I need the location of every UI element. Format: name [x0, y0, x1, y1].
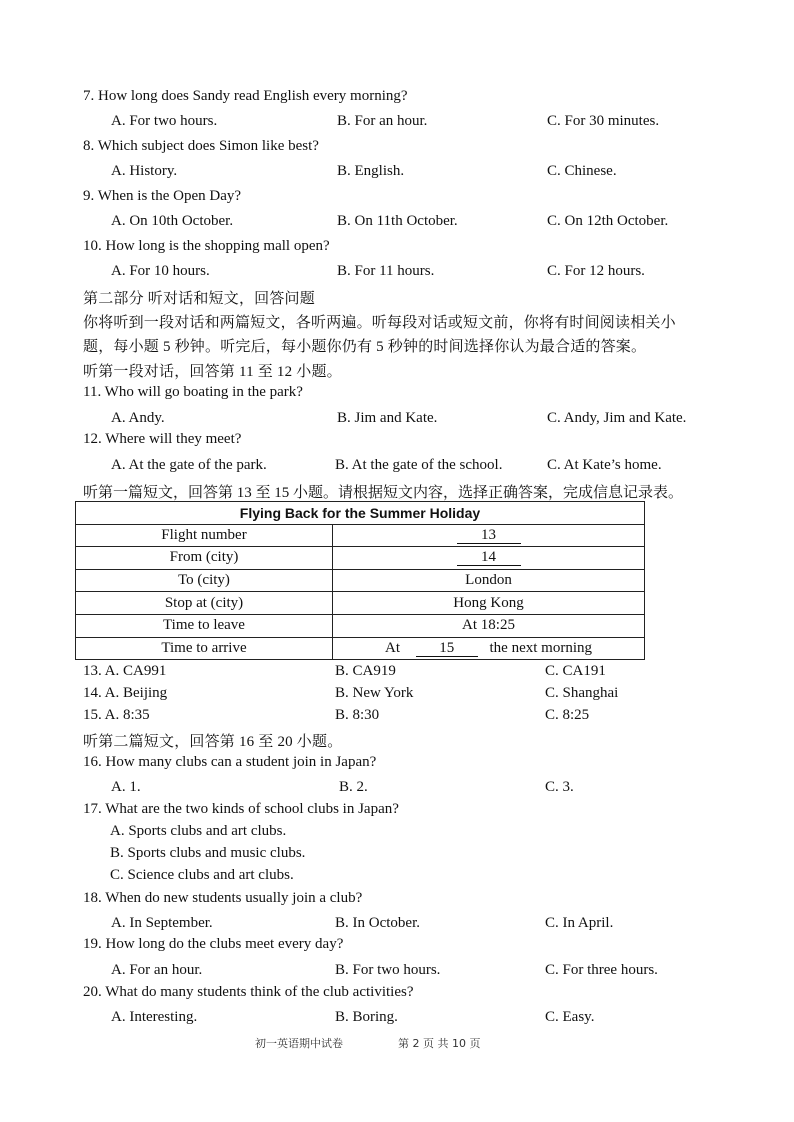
q9-option-b: B. On 11th October. [337, 213, 458, 229]
table-header-row [76, 502, 645, 525]
table-title: Flying Back for the Summer Holiday [76, 502, 645, 525]
question-18: 18. When do new students usually join a club? [83, 890, 363, 906]
q17-option-b: B. Sports clubs and music clubs. [110, 845, 306, 861]
q19-option-b: B. For two hours. [335, 962, 441, 978]
table-row [76, 524, 645, 547]
row-value [333, 524, 645, 547]
q12-option-c: C. At Kate’s home. [547, 457, 662, 473]
row-label: Stop at (city) [76, 592, 333, 615]
table-row [76, 614, 645, 637]
q11-option-b: B. Jim and Kate. [337, 410, 438, 426]
row-label: From (city) [76, 547, 333, 570]
question-20: 20. What do many students think of the club activities? [83, 984, 414, 1000]
q12-option-b: B. At the gate of the school. [335, 457, 503, 473]
q13-option-c: C. CA191 [545, 663, 606, 679]
footer-exam-name: 初一英语期中试卷 [255, 1037, 343, 1050]
q11-option-c: C. Andy, Jim and Kate. [547, 410, 687, 426]
q16-option-c: C. 3. [545, 779, 574, 795]
q8-option-c: C. Chinese. [547, 163, 617, 179]
question-9: 9. When is the Open Day? [83, 188, 242, 204]
table-row [76, 569, 645, 592]
q12-option-a: A. At the gate of the park. [111, 457, 267, 473]
q17-option-c: C. Science clubs and art clubs. [110, 867, 294, 883]
q14-option-c: C. Shanghai [545, 685, 619, 701]
q7-option-a: A. For two hours. [111, 113, 218, 129]
q20-option-c: C. Easy. [545, 1009, 595, 1025]
q14-option-b: B. New York [335, 685, 414, 701]
q19-option-a: A. For an hour. [111, 962, 203, 978]
q7-option-c: C. For 30 minutes. [547, 113, 660, 129]
q20-option-b: B. Boring. [335, 1009, 398, 1025]
question-8: 8. Which subject does Simon like best? [83, 138, 319, 154]
row-label: Time to arrive [76, 637, 333, 660]
row-value: At 18:25 [333, 614, 645, 637]
q9-option-a: A. On 10th October. [111, 213, 234, 229]
q7-option-b: B. For an hour. [337, 113, 428, 129]
q15-option-c: C. 8:25 [545, 707, 590, 723]
q16-option-b: B. 2. [339, 779, 368, 795]
q10-option-a: A. For 10 hours. [111, 263, 210, 279]
question-19: 19. How long do the clubs meet every day? [83, 936, 344, 952]
q10-option-b: B. For 11 hours. [337, 263, 435, 279]
arrive-prefix: At [385, 639, 400, 656]
passage1-intro: 听第一篇短文，回答第 13 至 15 小题。请根据短文内容，选择正确答案，完成信息记录表。 [83, 485, 684, 501]
question-16: 16. How many clubs can a student join in Japan? [83, 754, 377, 770]
arrive-suffix: the next morning [489, 639, 592, 656]
dialogue-intro: 听第一段对话，回答第 11 至 12 小题。 [83, 364, 342, 380]
q15-option-a: 15. A. 8:35 [83, 707, 150, 723]
row-value [333, 547, 645, 570]
row-value [333, 637, 645, 660]
q13-option-b: B. CA919 [335, 663, 396, 679]
q19-option-c: C. For three hours. [545, 962, 658, 978]
table-row [76, 592, 645, 615]
row-label: To (city) [76, 569, 333, 592]
q18-option-b: B. In October. [335, 915, 420, 931]
question-17: 17. What are the two kinds of school clubs in Japan? [83, 801, 399, 817]
q20-option-a: A. Interesting. [111, 1009, 198, 1025]
row-label: Flight number [76, 524, 333, 547]
q17-option-a: A. Sports clubs and art clubs. [110, 823, 287, 839]
row-label: Time to leave [76, 614, 333, 637]
blank-13: 13 [457, 528, 521, 544]
q8-option-a: A. History. [111, 163, 178, 179]
question-11: 11. Who will go boating in the park? [83, 384, 303, 400]
question-12: 12. Where will they meet? [83, 431, 242, 447]
q13-option-a: 13. A. CA991 [83, 663, 167, 679]
flight-info-table [75, 501, 645, 660]
q18-option-c: C. In April. [545, 915, 614, 931]
q16-option-a: A. 1. [111, 779, 141, 795]
q15-option-b: B. 8:30 [335, 707, 380, 723]
part2-instructions-line1: 你将听到一段对话和两篇短文，各听两遍。听每段对话或短文前，你将有时间阅读相关小 [83, 315, 676, 331]
passage2-intro: 听第二篇短文，回答第 16 至 20 小题。 [83, 734, 343, 750]
table-row [76, 547, 645, 570]
q14-option-a: 14. A. Beijing [83, 685, 168, 701]
part2-instructions-line2: 题，每小题 5 秒钟。听完后，每小题你仍有 5 秒钟的时间选择你认为最合适的答案。 [83, 339, 647, 355]
question-7: 7. How long does Sandy read English every morning? [83, 88, 408, 104]
q11-option-a: A. Andy. [111, 410, 165, 426]
part2-heading: 第二部分 听对话和短文，回答问题 [83, 291, 315, 307]
question-10: 10. How long is the shopping mall open? [83, 238, 330, 254]
q8-option-b: B. English. [337, 163, 405, 179]
table-row [76, 637, 645, 660]
q9-option-c: C. On 12th October. [547, 213, 669, 229]
q10-option-c: C. For 12 hours. [547, 263, 645, 279]
footer-page-info: 第 2 页 共 10 页 [398, 1037, 481, 1050]
blank-14: 14 [457, 550, 521, 566]
q18-option-a: A. In September. [111, 915, 213, 931]
blank-15: 15 [416, 641, 478, 657]
row-value: London [333, 569, 645, 592]
row-value: Hong Kong [333, 592, 645, 615]
